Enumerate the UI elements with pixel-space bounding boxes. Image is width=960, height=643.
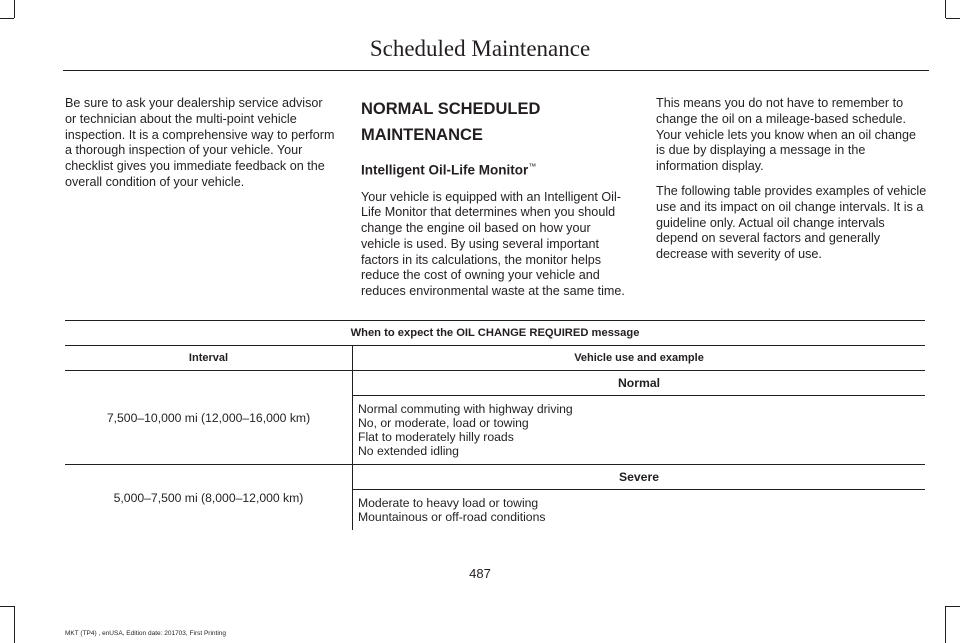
category-cell: Normal: [353, 371, 926, 396]
column-header-vehicle-use: Vehicle use and example: [353, 346, 926, 371]
paragraph: Be sure to ask your dealership service advisor or technician about the multi-point vehicle inspection. It is a comprehensive way to perform a thorough inspection of your vehicle. Your checklist gives you immediate feedback on the overall condition of your vehicle.: [65, 96, 335, 189]
page-title: Scheduled Maintenance: [369, 36, 591, 61]
table-header-row: [65, 346, 925, 371]
table-caption-row: [65, 321, 925, 346]
trademark-mark: ™: [528, 162, 537, 171]
crop-mark: [945, 0, 946, 18]
column-right: [656, 96, 928, 272]
crop-mark: [0, 18, 14, 19]
interval-cell: 5,000–7,500 mi (8,000–12,000 km): [65, 465, 353, 531]
crop-mark: [945, 606, 946, 643]
paragraph: Your vehicle is equipped with an Intelligent Oil-Life Monitor that determines when you should change the engine oil based on how your vehicle is used. By using several important factors in its calculations, the monitor helps reduce the cost of owning your vehicle and reduces environmental waste at the same time.: [361, 189, 625, 299]
paragraph: The following table provides examples of vehicle use and its impact on oil change intervals. It is a guideline only. Actual oil change intervals depend on several factors and generally decrease with severity of use.: [656, 183, 927, 262]
crop-mark: [946, 606, 960, 607]
interval-cell: 7,500–10,000 mi (12,000–16,000 km): [65, 371, 353, 465]
footer-edition: MKT (TP4) , enUSA, Edition date: 201703, First Printing: [65, 630, 227, 637]
table-row: [65, 465, 925, 490]
conditions-cell: [353, 396, 926, 465]
condition-item: Flat to moderately hilly roads: [358, 430, 514, 444]
condition-item: No, or moderate, load or towing: [358, 416, 529, 430]
header-divider: [63, 70, 929, 71]
condition-item: No extended idling: [358, 444, 459, 458]
crop-mark: [946, 18, 960, 19]
column-middle: [361, 96, 633, 309]
sub-heading: [361, 158, 633, 180]
crop-mark: [14, 0, 15, 18]
sub-heading-text: Intelligent Oil-Life Monitor: [361, 162, 529, 178]
table-row: [65, 371, 925, 396]
section-heading: NORMAL SCHEDULED MAINTENANCE: [361, 100, 541, 144]
crop-mark: [0, 606, 14, 607]
column-left: [65, 96, 337, 200]
condition-item: Mountainous or off-road conditions: [358, 510, 546, 524]
table-caption: When to expect the OIL CHANGE REQUIRED message: [65, 321, 925, 346]
condition-item: Moderate to heavy load or towing: [358, 496, 539, 510]
oil-change-table: [65, 320, 925, 530]
page-number: 487: [469, 566, 491, 581]
condition-item: Normal commuting with highway driving: [358, 402, 573, 416]
column-header-interval: Interval: [65, 346, 353, 371]
category-cell: Severe: [353, 465, 926, 490]
crop-mark: [14, 606, 15, 643]
paragraph: This means you do not have to remember to change the oil on a mileage-based schedule. Your vehicle lets you know when an oil change is due by displaying a message in the information display.: [656, 96, 916, 174]
conditions-cell: [353, 490, 926, 531]
